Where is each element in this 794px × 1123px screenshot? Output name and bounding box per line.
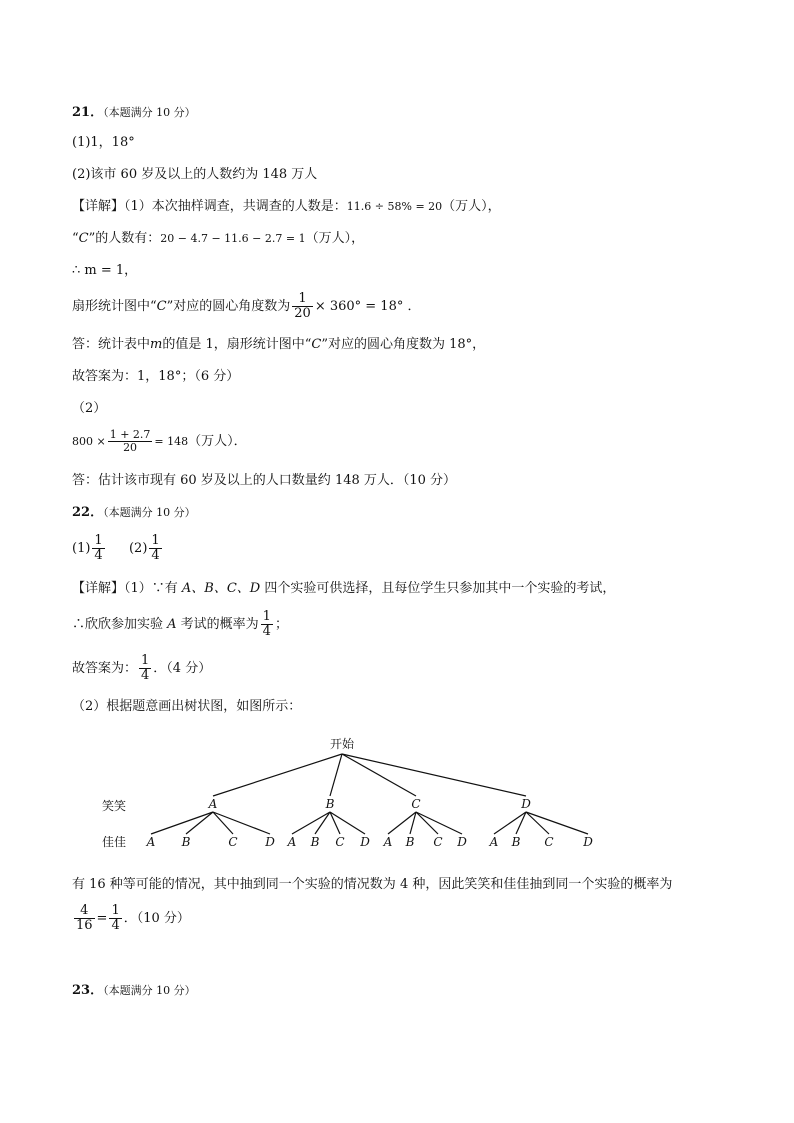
variable: C bbox=[156, 299, 167, 314]
tree-branch-level1 bbox=[213, 754, 342, 796]
fraction bbox=[292, 292, 313, 321]
expression: 20 − 4.7 − 11.6 − 2.7 = 1 bbox=[160, 232, 306, 245]
q21-detail-line-1 bbox=[72, 198, 501, 216]
tree-node-level2-b-a: A bbox=[287, 835, 297, 849]
detail-text: “ bbox=[72, 231, 79, 246]
equals-sign: = bbox=[96, 911, 108, 926]
tree-node-level2-a-c: C bbox=[228, 835, 238, 849]
fraction bbox=[149, 534, 161, 563]
numerator: 1 bbox=[292, 292, 313, 307]
detail-text: （1）本次抽样调查，共调查的人数是： bbox=[124, 199, 347, 214]
detail-text: ∴欣欣参加实验 bbox=[72, 617, 168, 632]
q21-answer-line-7: 答：估计该市现有 60 岁及以上的人口数量约 148 万人．（10 分） bbox=[72, 473, 457, 488]
q21-part-2: （2） bbox=[72, 401, 107, 416]
answer-label: (2) bbox=[128, 541, 148, 556]
denominator: 4 bbox=[151, 548, 160, 563]
tree-root-label: 开始 bbox=[329, 737, 355, 751]
variable: A、B、C、D bbox=[181, 581, 261, 596]
q22-detail-line-1 bbox=[72, 580, 615, 598]
q22-heading bbox=[72, 504, 196, 522]
answer-text: ．（10 分） bbox=[123, 911, 190, 926]
expression: 11.6 ÷ 58% = 20 bbox=[346, 200, 443, 213]
tree-node-level2-c-c: C bbox=[433, 835, 443, 849]
tree-branch-level2 bbox=[292, 812, 330, 834]
q21-calc-line bbox=[72, 426, 247, 458]
tree-branch-level2 bbox=[388, 812, 416, 834]
tree-node-level1-d: D bbox=[521, 797, 531, 811]
variable: m bbox=[150, 337, 163, 352]
tree-diagram bbox=[0, 730, 794, 860]
q22-number: 22． bbox=[72, 505, 104, 520]
tree-row-label-jiajia: 佳佳 bbox=[102, 835, 127, 849]
tree-node-level2-c-d: D bbox=[457, 835, 467, 849]
detail-tag: 【详解】 bbox=[72, 199, 125, 214]
tree-node-level2-c-a: A bbox=[383, 835, 393, 849]
detail-text: ； bbox=[274, 617, 288, 632]
answer-text: 的值是 1，扇形统计图中“ bbox=[162, 337, 312, 352]
q21-answer-line-6: 故答案为：1，18°；（6 分） bbox=[72, 369, 240, 384]
tree-node-level1-a: A bbox=[208, 797, 218, 811]
detail-text: （万人）． bbox=[188, 434, 247, 449]
tree-branch-level2 bbox=[315, 812, 330, 834]
fraction bbox=[108, 429, 153, 454]
tree-node-level2-a-a: A bbox=[146, 835, 156, 849]
detail-text: （万人）， bbox=[442, 199, 501, 214]
q21-detail-line-2 bbox=[72, 230, 364, 248]
q23-heading bbox=[72, 982, 196, 1000]
q22-conclusion-line-2 bbox=[72, 902, 190, 936]
q22-detail-line-2 bbox=[72, 608, 288, 642]
q22-answer-line-3 bbox=[72, 652, 211, 686]
denominator: 4 bbox=[262, 624, 271, 639]
tree-branch-level2 bbox=[186, 812, 213, 834]
detail-text: 扇形统计图中“ bbox=[72, 299, 157, 314]
tree-node-level2-a-b: B bbox=[181, 835, 191, 849]
detail-text: 考试的概率为 bbox=[176, 617, 259, 632]
fraction bbox=[261, 610, 273, 639]
tree-labels bbox=[102, 736, 593, 849]
q23-number: 23． bbox=[72, 983, 104, 998]
fraction bbox=[139, 654, 151, 683]
variable: A bbox=[167, 617, 177, 632]
tree-row-label-xiaoxiao: 笑笑 bbox=[102, 799, 127, 813]
fraction bbox=[92, 534, 104, 563]
q23-score-note: （本题满分 10 分） bbox=[103, 984, 196, 997]
detail-tag: 【详解】 bbox=[72, 581, 125, 596]
q21-answer-2: (2)该市 60 岁及以上的人数约为 148 万人 bbox=[72, 167, 318, 182]
q21-detail-line-3: ∴ m = 1， bbox=[72, 263, 138, 278]
tree-node-level2-c-b: B bbox=[405, 835, 415, 849]
tree-branch-level2 bbox=[526, 812, 549, 834]
denominator: 20 bbox=[123, 441, 138, 454]
variable: C bbox=[78, 231, 89, 246]
answer-text: 答：统计表中 bbox=[72, 337, 151, 352]
detail-text: × 360° = 18° ． bbox=[314, 299, 421, 314]
tree-node-level1-b: B bbox=[325, 797, 335, 811]
q21-answer-line-5 bbox=[72, 336, 485, 354]
answer-text: 故答案为： bbox=[72, 661, 138, 676]
q22-score-note: （本题满分 10 分） bbox=[103, 506, 196, 519]
tree-branch-level2 bbox=[213, 812, 270, 834]
q21-score-note: （本题满分 10 分） bbox=[103, 106, 196, 119]
q22-conclusion-line-1: 有 16 种等可能的情况，其中抽到同一个实验的情况数为 4 种，因此笑笑和佳佳抽到同一个实验的概率为 bbox=[72, 877, 673, 892]
tree-node-level1-c: C bbox=[411, 797, 421, 811]
q21-heading bbox=[72, 104, 196, 122]
answer-text: ．（4 分） bbox=[153, 661, 212, 676]
tree-node-level2-d-a: A bbox=[489, 835, 499, 849]
denominator: 4 bbox=[141, 668, 150, 683]
tree-branches bbox=[151, 754, 588, 834]
numerator: 1 bbox=[262, 609, 271, 624]
numerator: 1 + 2.7 bbox=[109, 428, 151, 441]
denominator: 4 bbox=[111, 918, 120, 933]
denominator: 16 bbox=[76, 918, 93, 933]
detail-text: ”对应的圆心角度数为 bbox=[166, 299, 291, 314]
q22-part-2: （2）根据题意画出树状图，如图所示： bbox=[72, 699, 302, 714]
tree-node-level2-a-d: D bbox=[265, 835, 275, 849]
denominator: 4 bbox=[94, 548, 103, 563]
expression: = 148 bbox=[154, 435, 189, 448]
denominator: 20 bbox=[294, 306, 311, 321]
answer-text: ”对应的圆心角度数为 18°， bbox=[321, 337, 486, 352]
tree-branch-level2 bbox=[416, 812, 462, 834]
q21-detail-line-4 bbox=[72, 290, 420, 324]
numerator: 1 bbox=[94, 533, 103, 548]
detail-text: 四个实验可供选择，且每位学生只参加其中一个实验的考试， bbox=[260, 581, 616, 596]
tree-node-level2-b-b: B bbox=[310, 835, 320, 849]
tree-branch-level2 bbox=[526, 812, 588, 834]
q21-number: 21． bbox=[72, 105, 104, 120]
variable: C bbox=[311, 337, 322, 352]
fraction bbox=[74, 904, 95, 933]
tree-branch-level2 bbox=[151, 812, 213, 834]
q22-answers bbox=[72, 532, 164, 566]
q21-answer-1: (1)1，18° bbox=[72, 135, 135, 150]
numerator: 1 bbox=[141, 653, 150, 668]
tree-node-level2-b-d: D bbox=[360, 835, 370, 849]
tree-node-level2-b-c: C bbox=[335, 835, 345, 849]
numerator: 1 bbox=[111, 903, 120, 918]
tree-branch-level1 bbox=[342, 754, 416, 796]
numerator: 1 bbox=[151, 533, 160, 548]
tree-branch-level2 bbox=[416, 812, 438, 834]
expression: 800 × bbox=[72, 435, 106, 448]
tree-node-level2-d-b: B bbox=[511, 835, 521, 849]
detail-text: （万人）， bbox=[305, 231, 365, 246]
numerator: 4 bbox=[74, 904, 95, 919]
fraction bbox=[109, 904, 121, 933]
detail-text: （1）∵有 bbox=[124, 581, 182, 596]
answer-label: (1) bbox=[72, 541, 91, 556]
tree-branch-level1 bbox=[342, 754, 526, 796]
tree-node-level2-d-c: C bbox=[544, 835, 554, 849]
tree-branch-level1 bbox=[330, 754, 342, 796]
detail-text: ”的人数有： bbox=[88, 231, 161, 246]
tree-node-level2-d-d: D bbox=[583, 835, 593, 849]
